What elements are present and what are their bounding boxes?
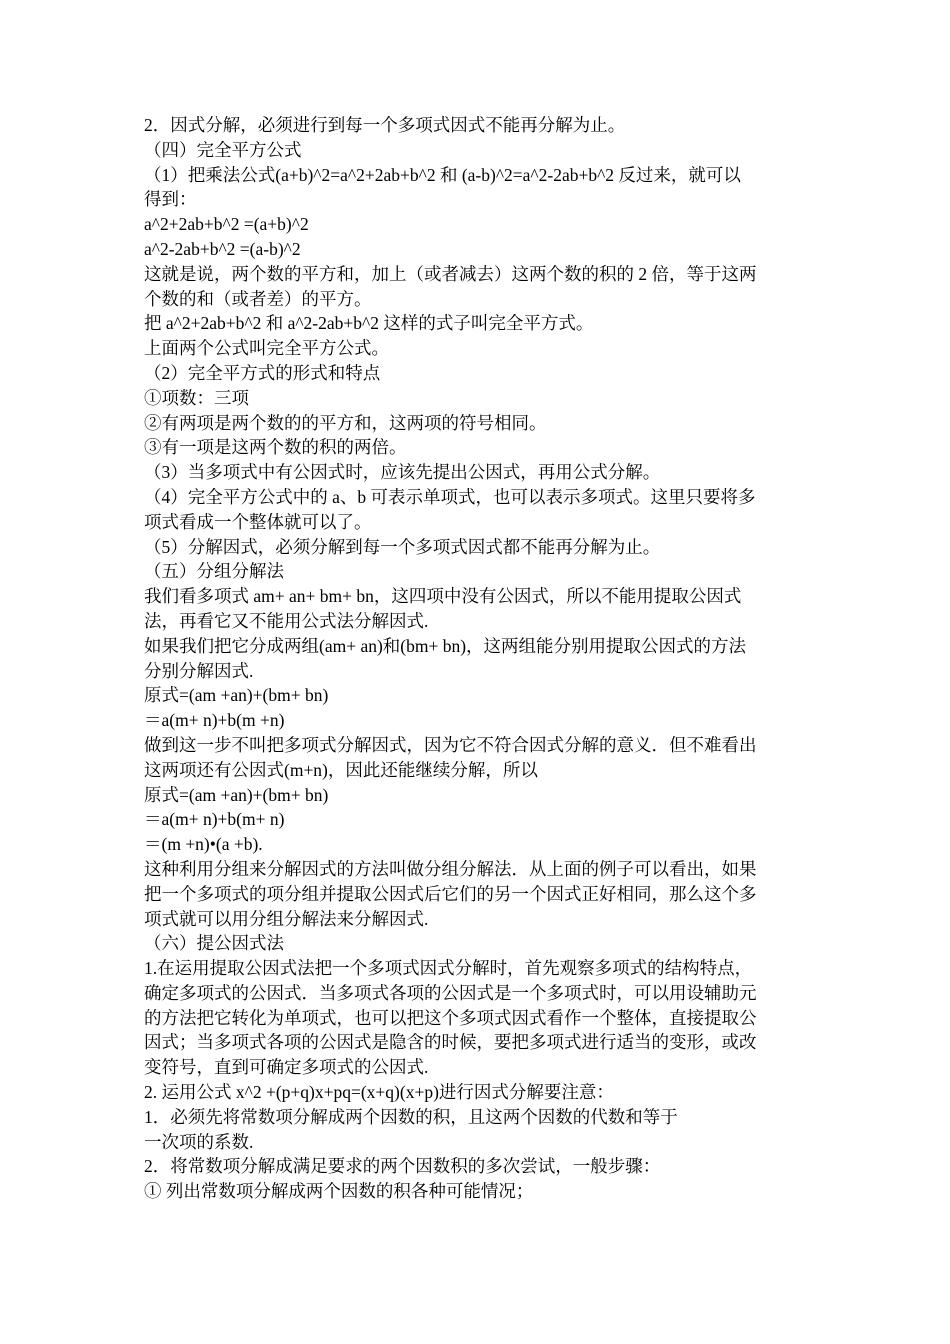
text-line: 2. 运用公式 x^2 +(p+q)x+pq=(x+q)(x+p)进行因式分解要注意： [144, 1082, 614, 1103]
text-line: 因式；当多项式各项的公因式是隐含的时候，要把多项式进行适当的变形，或改 [144, 1032, 757, 1053]
text-line: 个数的和（或者差）的平方。 [144, 288, 372, 309]
text-line: 2．因式分解，必须进行到每一个多项式因式不能再分解为止。 [144, 115, 626, 135]
text-line: 如果我们把它分成两组(am+ an)和(bm+ bn)，这两组能分别用提取公因式的方法 [144, 635, 747, 656]
text-line: 项式就可以用分组分解法来分解因式. [144, 908, 429, 929]
list-item: ①项数：三项 [144, 387, 249, 408]
text-line: 做到这一步不叫把多项式分解因式，因为它不符合因式分解的意义．但不难看出 [144, 734, 757, 755]
list-item: ① 列出常数项分解成两个因数的积各种可能情况； [144, 1181, 534, 1202]
formula-line: ＝(m +n)•(a +b). [144, 834, 263, 855]
text-line: 变符号，直到可确定多项式的公因式. [144, 1057, 429, 1078]
text-line: 1．必须先将常数项分解成两个因数的积，且这两个因数的代数和等于 [144, 1106, 678, 1127]
text-line: 2．将常数项分解成满足要求的两个因数积的多次尝试，一般步骤： [144, 1156, 661, 1177]
text-line: 的方法把它转化为单项式，也可以把这个多项式因式看作一个整体，直接提取公 [144, 1007, 757, 1028]
text-line: （5）分解因式，必须分解到每一个多项式因式都不能再分解为止。 [144, 536, 661, 557]
text-line: 把 a^2+2ab+b^2 和 a^2-2ab+b^2 这样的式子叫完全平方式。 [144, 313, 594, 334]
formula-line: a^2-2ab+b^2 =(a-b)^2 [144, 238, 301, 259]
section-heading: （六）提公因式法 [144, 933, 284, 954]
text-line: 得到： [144, 189, 197, 210]
text-line: 这两项还有公因式(m+n)，因此还能继续分解，所以 [144, 759, 538, 780]
text-line: 这种利用分组来分解因式的方法叫做分组分解法．从上面的例子可以看出，如果 [144, 858, 757, 879]
text-line: 把一个多项式的项分组并提取公因式后它们的另一个因式正好相同，那么这个多 [144, 883, 757, 904]
text-line: 一次项的系数. [144, 1131, 254, 1152]
text-line: 确定多项式的公因式．当多项式各项的公因式是一个多项式时，可以用设辅助元 [144, 982, 757, 1003]
text-line: 项式看成一个整体就可以了。 [144, 511, 372, 532]
text-line: 分别分解因式. [144, 660, 254, 681]
text-line: 这就是说，两个数的平方和，加上（或者减去）这两个数的积的 2 倍，等于这两 [144, 263, 757, 284]
document-body [144, 113, 810, 1204]
text-line: 上面两个公式叫完全平方公式。 [144, 338, 389, 359]
text-line: 1.在运用提取公因式法把一个多项式因式分解时，首先观察多项式的结构特点， [144, 958, 753, 979]
formula-line: ＝a(m+ n)+b(m+ n) [144, 809, 285, 830]
text-line: （1）把乘法公式(a+b)^2=a^2+2ab+b^2 和 (a-b)^2=a^2-2ab+b^2 反过来，就可以 [144, 164, 741, 185]
text-line: 我们看多项式 am+ an+ bm+ bn，这四项中没有公因式，所以不能用提取公因式 [144, 586, 742, 607]
subsection-heading: （2）完全平方式的形式和特点 [144, 362, 381, 383]
formula-line: ＝a(m+ n)+b(m +n) [144, 710, 285, 731]
formula-line: a^2+2ab+b^2 =(a+b)^2 [144, 214, 309, 235]
section-heading: （五）分组分解法 [144, 561, 284, 582]
text-line: （4）完全平方公式中的 a、b 可表示单项式，也可以表示多项式。这里只要将多 [144, 486, 756, 507]
text-line: 法，再看它又不能用公式法分解因式. [144, 610, 429, 631]
section-heading: （四）完全平方公式 [144, 139, 302, 160]
text-line: （3）当多项式中有公因式时，应该先提出公因式，再用公式分解。 [144, 462, 661, 483]
list-item: ③有一项是这两个数的积的两倍。 [144, 437, 407, 458]
formula-line: 原式=(am +an)+(bm+ bn) [144, 784, 329, 805]
list-item: ②有两项是两个数的的平方和，这两项的符号相同。 [144, 412, 547, 433]
formula-line: 原式=(am +an)+(bm+ bn) [144, 685, 329, 706]
